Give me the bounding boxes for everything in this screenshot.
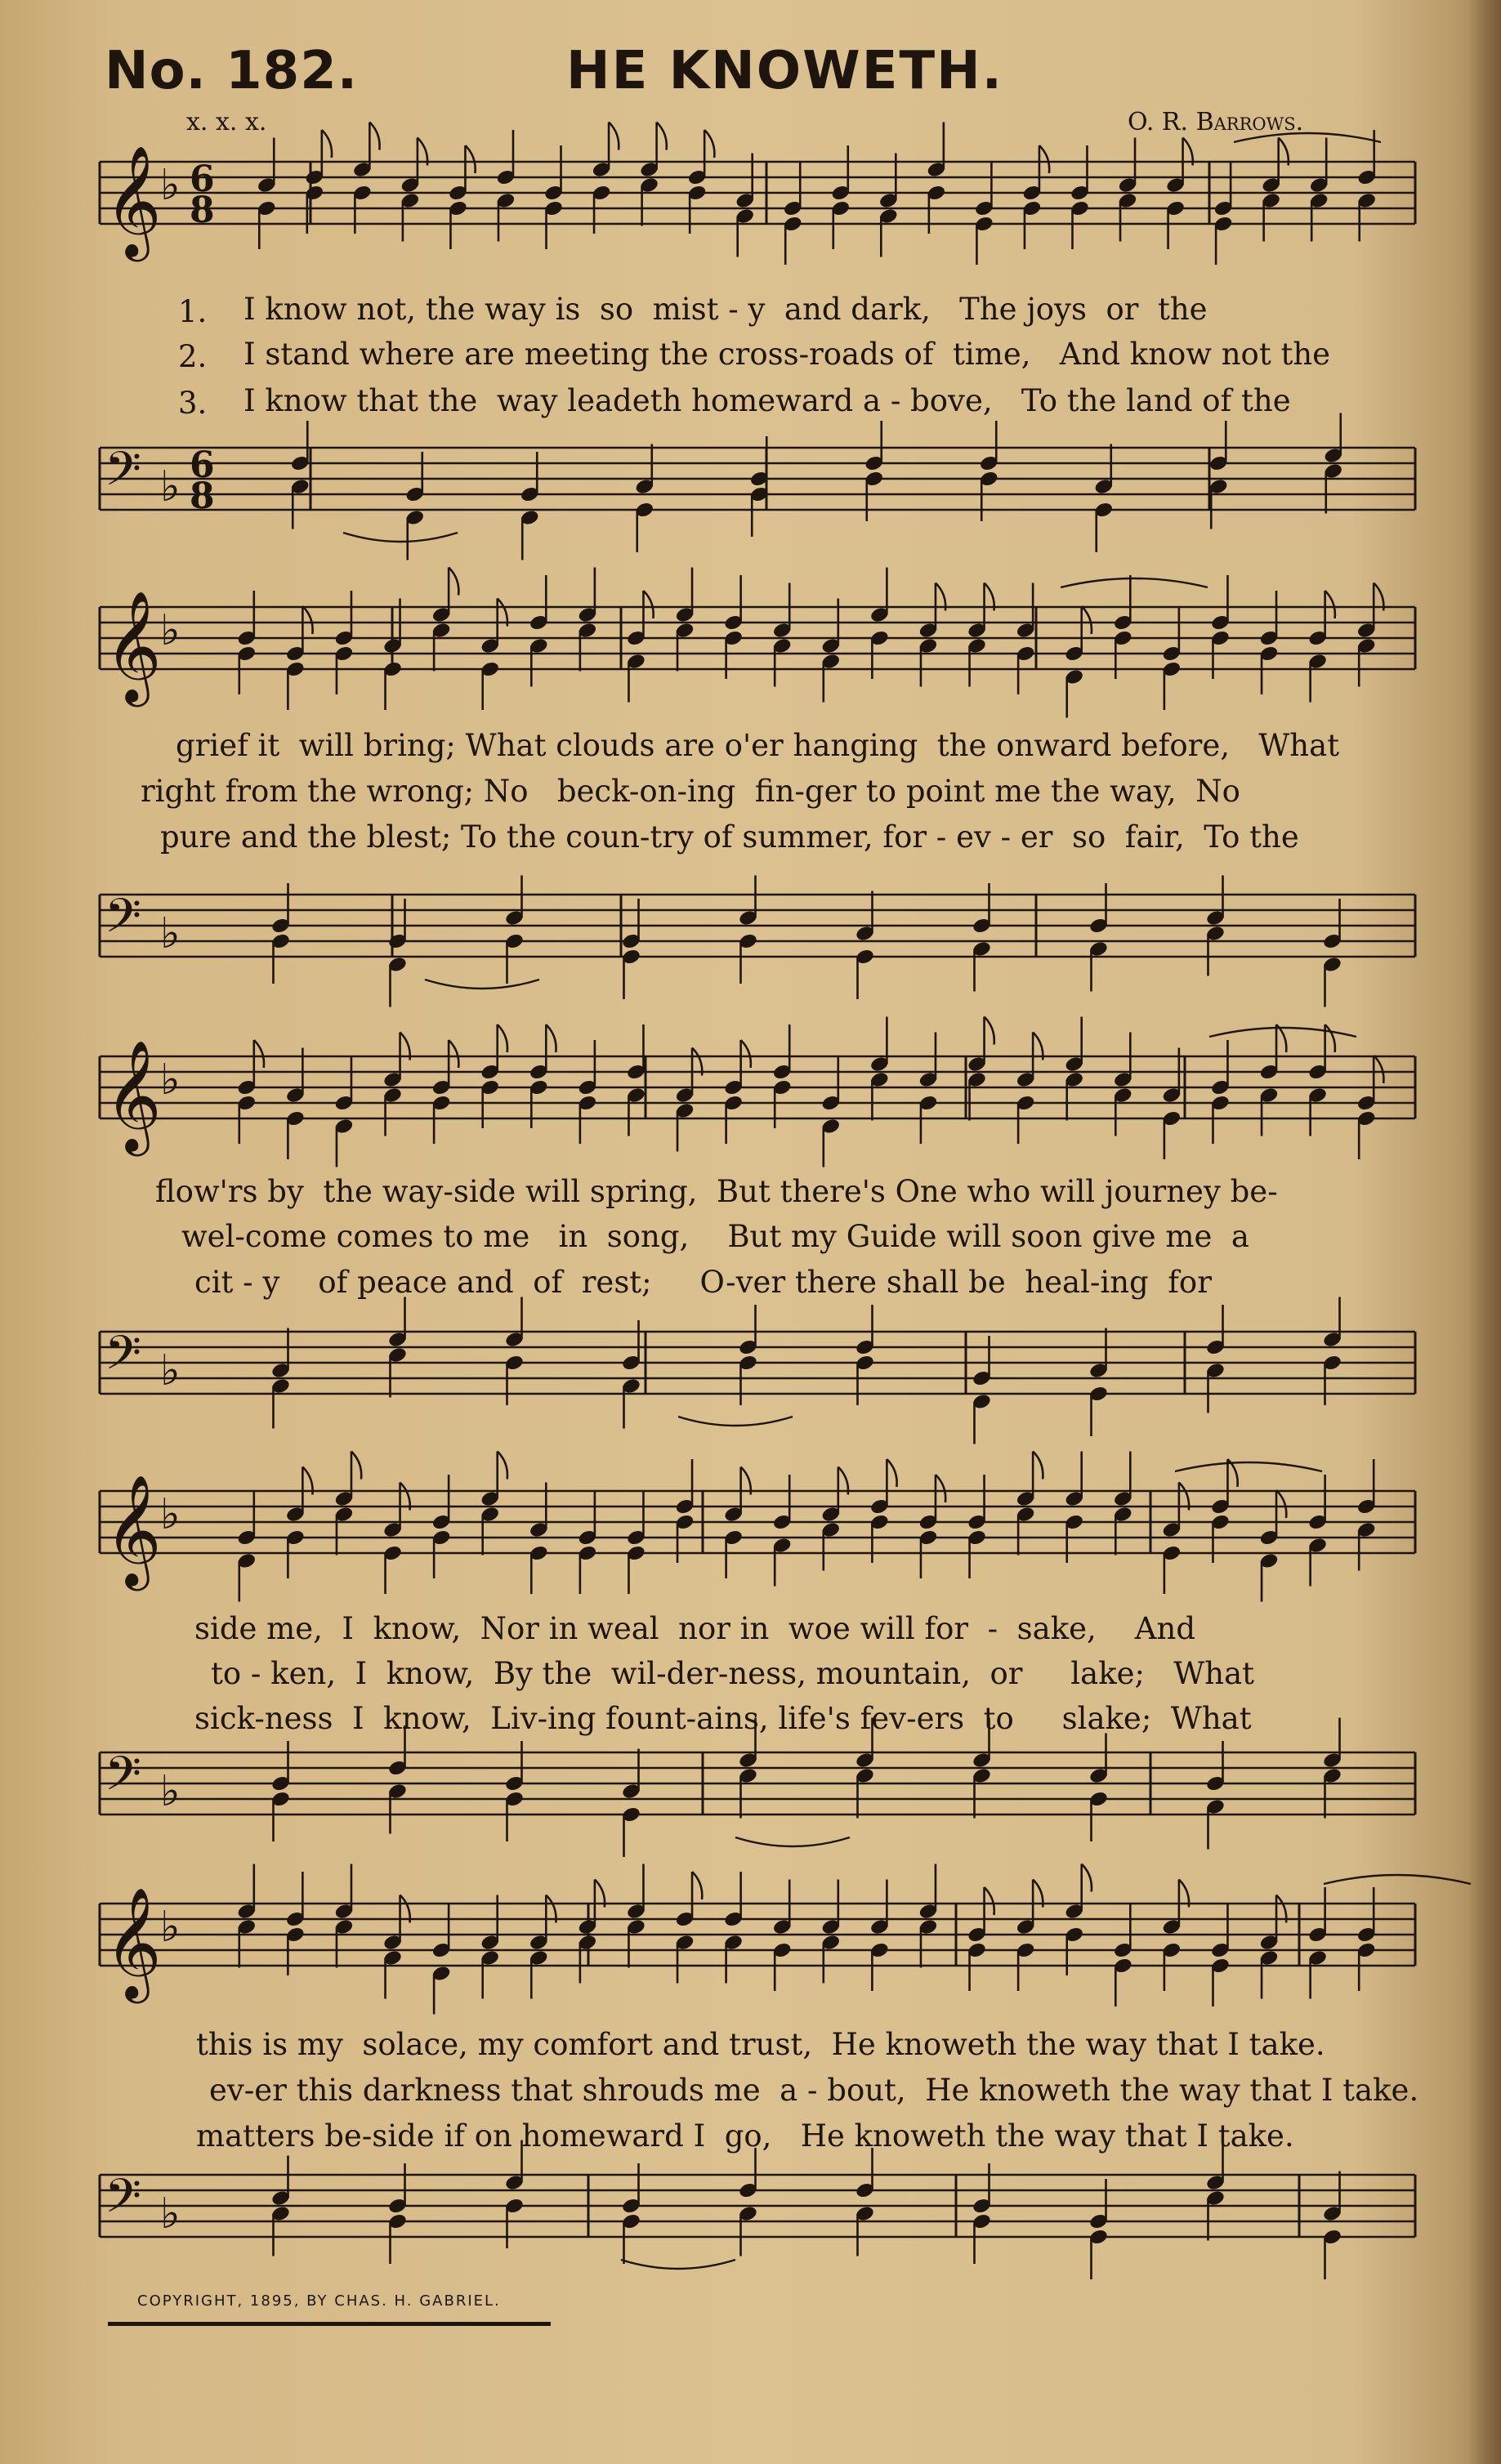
lyric-line: side me, I know, Nor in weal nor in woe will for - sake, And	[194, 1611, 1196, 1646]
flat-sign: ♭	[160, 161, 181, 210]
verse-number: 2.	[178, 339, 208, 374]
lyric-line: pure and the blest; To the coun-try of summer, for - ev - er so fair, To the	[160, 819, 1299, 855]
bass-staff	[100, 895, 1415, 957]
flat-sign: ♭	[160, 1056, 181, 1105]
composer-credit: O. R. Barrows.	[1128, 108, 1304, 136]
time-signature-bottom: 8	[190, 475, 215, 517]
flat-sign: ♭	[160, 462, 181, 511]
music-system	[100, 1452, 1415, 1858]
lyric-line: I know not, the way is so mist - y and dark, The joys or the	[243, 292, 1208, 327]
slurs	[735, 1462, 1322, 1846]
time-signature-bottom: 8	[190, 190, 215, 231]
treble-clef: 𝄞	[105, 144, 162, 257]
bass-clef: 𝄢	[105, 1746, 142, 1813]
lyric-line: flow'rs by the way-side will spring, But there's One who will journey be-	[155, 1174, 1278, 1209]
bass-notes	[290, 413, 1344, 560]
bass-notes	[270, 1718, 1342, 1858]
lyric-line: grief it will bring; What clouds are o'er hanging the onward before, What	[176, 728, 1340, 763]
lyric-line: cit - y of peace and of rest; O-ver there shall be heal-ing for	[194, 1265, 1212, 1300]
bass-notes	[270, 2140, 1342, 2280]
lyric-line: matters be-side if on homeward I go, He knoweth the way that I take.	[196, 2118, 1294, 2154]
verse-number: 3.	[178, 386, 208, 421]
author-credit: x. x. x.	[186, 108, 267, 136]
hymn-title: HE KNOWETH.	[566, 41, 1003, 101]
treble-notes	[236, 1452, 1377, 1602]
lyric-line: I know that the way leadeth homeward a - bove, To the land of the	[243, 383, 1291, 418]
flat-sign: ♭	[160, 1767, 181, 1816]
bass-clef: 𝄢	[105, 1325, 142, 1392]
flat-sign: ♭	[160, 909, 181, 958]
bass-clef: 𝄢	[105, 2168, 142, 2235]
time-signature-top: 6	[190, 158, 215, 200]
flat-sign: ♭	[160, 1903, 181, 1952]
flat-sign: ♭	[160, 606, 181, 655]
lyric-line: right from the wrong; No beck-on-ing fin-ger to point me the way, No	[141, 774, 1240, 809]
bass-notes	[270, 1297, 1342, 1444]
copyright-notice: COPYRIGHT, 1895, BY CHAS. H. GABRIEL.	[137, 2292, 501, 2310]
verse-number: 1.	[178, 294, 208, 329]
treble-notes	[236, 1017, 1383, 1167]
copyright-rule	[108, 2322, 551, 2326]
treble-clef: 𝄞	[105, 589, 162, 702]
lyric-line: ev-er this darkness that shrouds me a - bout, He knoweth the way that I take.	[209, 2073, 1419, 2108]
flat-sign: ♭	[160, 1346, 181, 1395]
treble-clef: 𝄞	[105, 1038, 162, 1151]
treble-notes	[236, 568, 1383, 718]
lyric-line: wel-come comes to me in song, But my Guide will soon give me a	[181, 1219, 1249, 1254]
bass-clef: 𝄢	[105, 441, 142, 508]
flat-sign: ♭	[160, 1490, 181, 1539]
lyric-line: to - ken, I know, By the wil-der-ness, mountain, or lake; What	[211, 1656, 1255, 1691]
treble-clef: 𝄞	[105, 1473, 162, 1586]
time-signature-top: 6	[190, 444, 215, 486]
treble-staff	[100, 162, 1415, 224]
treble-clef: 𝄞	[105, 1886, 162, 1998]
lyric-line: sick-ness I know, Liv-ing fount-ains, life's fev-ers to slake; What	[194, 1701, 1252, 1736]
lyric-line: this is my solace, my comfort and trust, He knoweth the way that I take.	[196, 2027, 1325, 2062]
lyric-line: I stand where are meeting the cross-roads of time, And know not the	[243, 337, 1331, 372]
music-system	[100, 1864, 1471, 2280]
treble-notes	[236, 1864, 1377, 2015]
hymn-number: No. 182.	[105, 41, 359, 101]
flat-sign: ♭	[160, 2189, 181, 2239]
bass-clef: 𝄢	[105, 888, 142, 955]
